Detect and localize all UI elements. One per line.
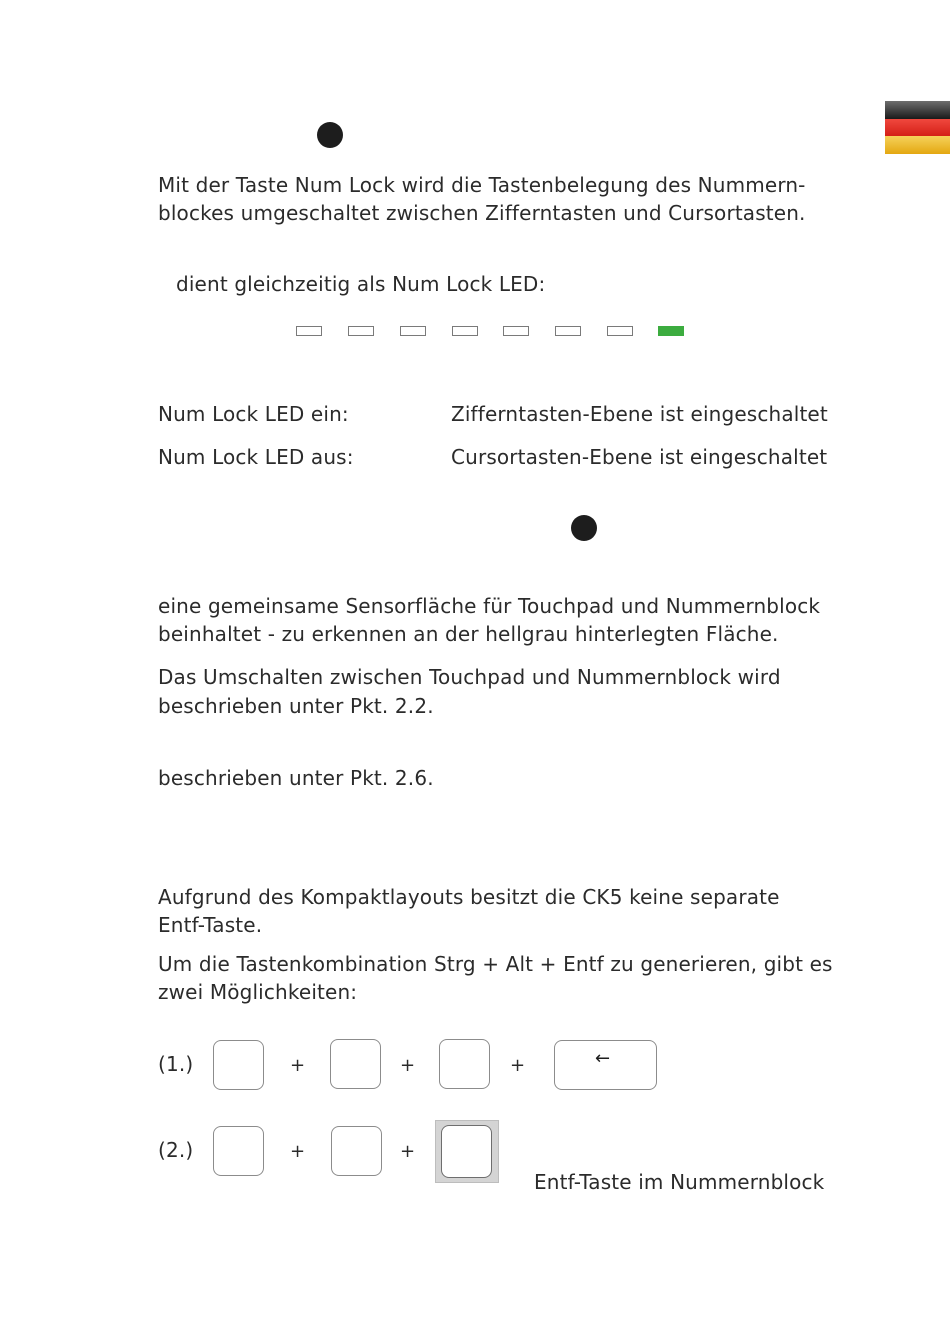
entf-p1-line2: Entf-Taste. [158,913,263,937]
option2-label: (2.) [158,1138,194,1162]
alt-key [330,1039,381,1089]
flag-stripe-red [885,119,950,137]
plus-sign: + [290,1055,306,1076]
sensor-p1-line2: beinhaltet - zu erkennen an der hellgrau hinterlegten Fläche. [158,622,779,646]
plus-sign: + [290,1141,306,1162]
led-indicator-numlock [658,326,684,336]
numlock-intro-line2: blockes umgeschaltet zwischen Zifferntasten und Cursortasten. [158,201,806,225]
sensor-p3: beschrieben unter Pkt. 2.6. [158,766,434,790]
led-indicator [400,326,426,336]
entf-p2-line2: zwei Möglichkeiten: [158,980,358,1004]
numlock-intro-line1: Mit der Taste Num Lock wird die Tastenbelegung des Nummern- [158,173,806,197]
sensor-p2-line1: Das Umschalten zwischen Touchpad und Nummernblock wird [158,665,781,689]
entf-p1-line1: Aufgrund des Kompaktlayouts besitzt die CK5 keine separate [158,885,780,909]
sensor-key-marker-icon [571,515,597,541]
fn-key [439,1039,490,1089]
led-indicator [607,326,633,336]
numlock-off-label: Num Lock LED aus: [158,445,354,469]
flag-stripe-black [885,101,950,119]
strg-key [213,1040,264,1090]
led-indicator [296,326,322,336]
numlock-key-marker-icon [317,122,343,148]
plus-sign: + [510,1055,526,1076]
led-indicator [503,326,529,336]
option1-label: (1.) [158,1052,194,1076]
flag-germany-icon [885,101,950,154]
sensor-p1-line1: eine gemeinsame Sensorfläche für Touchpad und Nummernblock [158,594,821,618]
plus-sign: + [400,1141,416,1162]
numpad-entf-key [441,1125,492,1178]
alt-key [331,1126,382,1176]
plus-sign: + [400,1055,416,1076]
numpad-entf-caption: Entf-Taste im Nummernblock [534,1170,825,1194]
numlock-off-desc: Cursortasten-Ebene ist eingeschaltet [451,445,828,469]
flag-stripe-gold [885,136,950,154]
strg-key [213,1126,264,1176]
backspace-arrow-icon: ← [595,1048,611,1069]
numlock-on-label: Num Lock LED ein: [158,402,349,426]
backspace-key [554,1040,657,1090]
numlock-on-desc: Zifferntasten-Ebene ist eingeschaltet [451,402,828,426]
led-indicator [555,326,581,336]
led-indicator [452,326,478,336]
entf-p2-line1: Um die Tastenkombination Strg + Alt + Entf zu generieren, gibt es [158,952,833,976]
sensor-p2-line2: beschrieben unter Pkt. 2.2. [158,694,434,718]
led-indicator [348,326,374,336]
led-intro: dient gleichzeitig als Num Lock LED: [176,272,546,296]
